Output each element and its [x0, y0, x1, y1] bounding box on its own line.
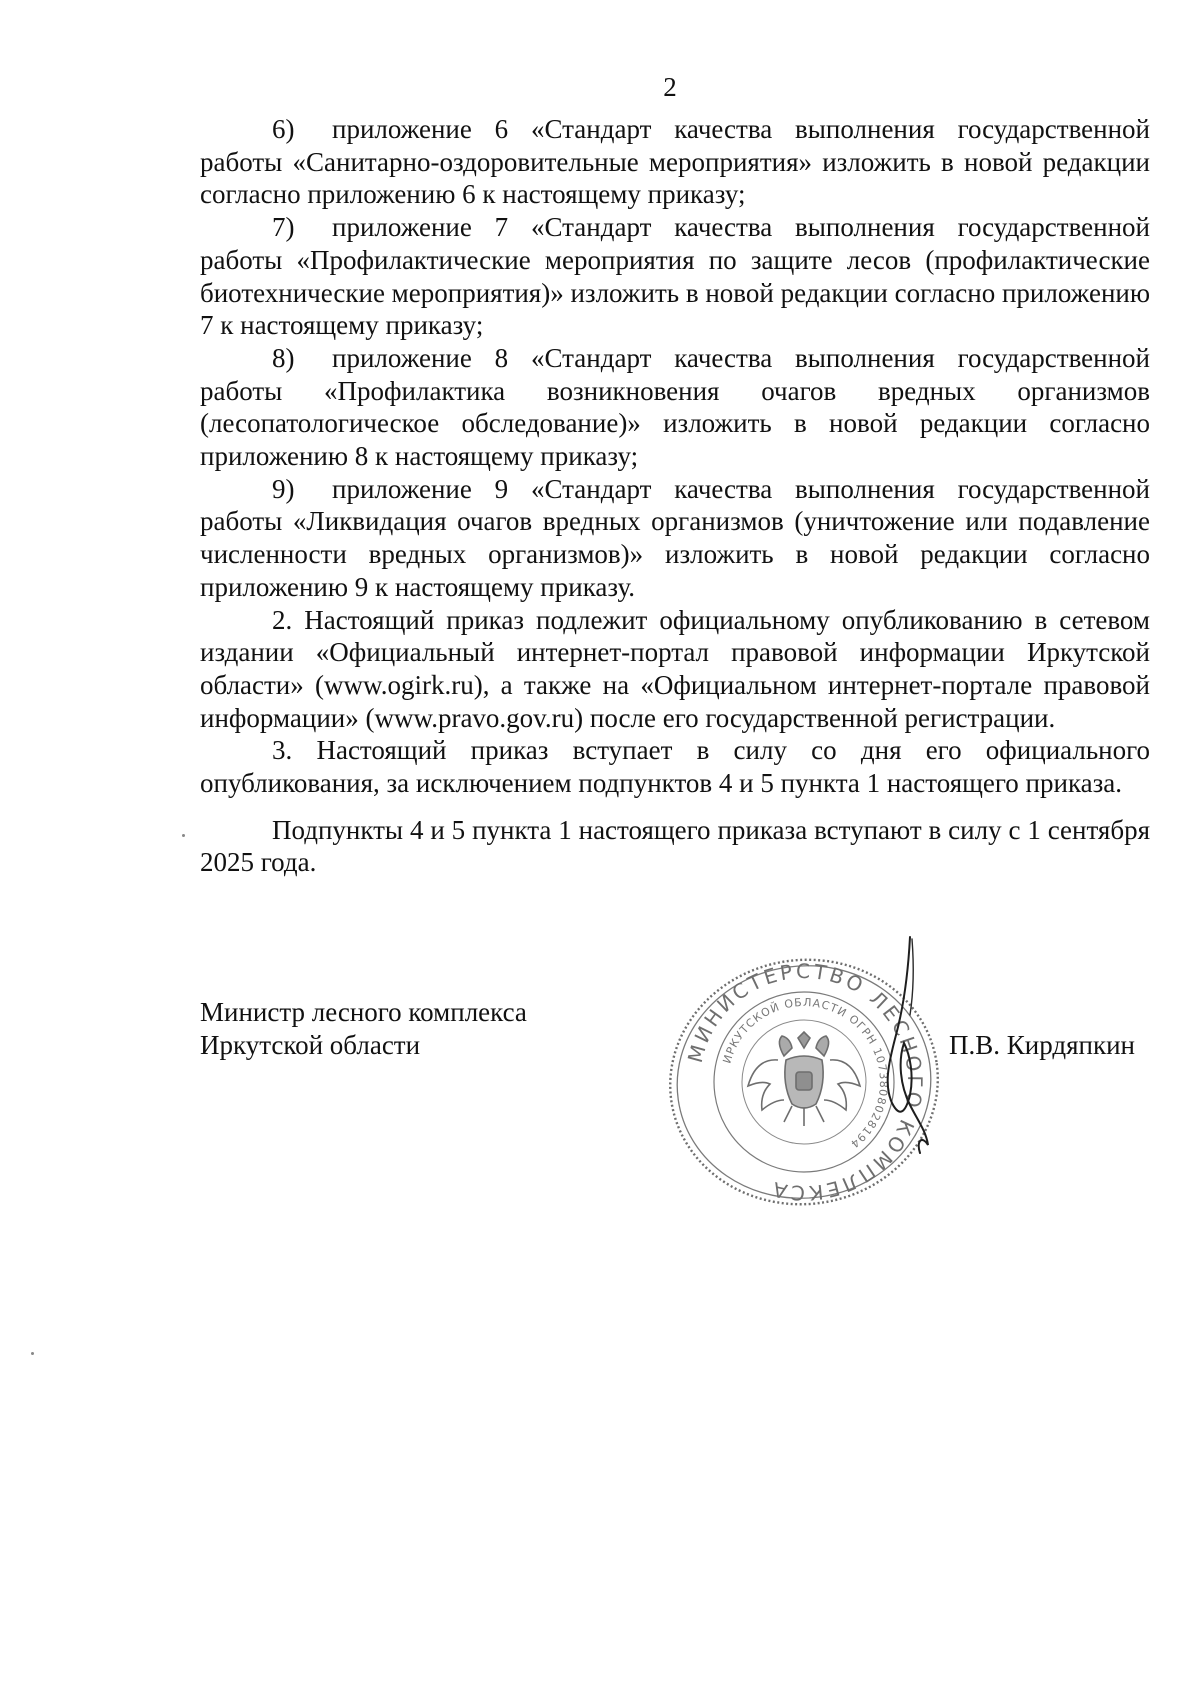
eagle-emblem-icon	[748, 1032, 860, 1126]
list-item	[200, 113, 1150, 211]
order-body	[200, 113, 1150, 879]
seal-inner-text: ИРКУТСКОЙ ОБЛАСТИ ОГРН 1073808028194	[720, 995, 891, 1151]
item-text: приложение 7 «Стандарт качества выполнения государственной работы «Профилактические мероприятия по защите лесов (профилактические биотехнические мероприятия)» изложить в новой редакции согласно приложению 7 к настоящему приказу;	[200, 212, 1151, 341]
list-item	[200, 473, 1150, 604]
scan-artifact	[31, 1352, 34, 1355]
page-number: 2	[663, 72, 677, 102]
publication-paragraph: 2. Настоящий приказ подлежит официальному опубликованию в сетевом издании «Официальный интернет-портал правовой информации Иркутской области» (www.ogirk.ru), а также на «Официальном интернет-портале правовой информации» (www.pravo.gov.ru) после его государственной регистрации.	[200, 604, 1150, 733]
signatory-position	[200, 996, 527, 1062]
subpoints-paragraph: Подпункты 4 и 5 пункта 1 настоящего приказа вступают в силу с 1 сентября 2025 года.	[200, 814, 1150, 878]
seal-outer-text: МИНИСТЕРСТВО ЛЕСНОГО КОМПЛЕКСА	[682, 958, 928, 1206]
item-number: 8)	[272, 342, 295, 373]
position-line: Иркутской области	[200, 1030, 421, 1060]
handwritten-signature	[870, 935, 940, 1160]
position-line: Министр лесного комплекса	[200, 997, 527, 1027]
item-text: приложение 6 «Стандарт качества выполнения государственной работы «Санитарно-оздоровительные мероприятия» изложить в новой редакции согласно приложению 6 к настоящему приказу;	[200, 114, 1150, 210]
effective-date-paragraph: 3. Настоящий приказ вступает в силу со дня его официального опубликования, за исключением подпунктов 4 и 5 пункта 1 настоящего приказа.	[200, 735, 1150, 799]
item-text: приложение 8 «Стандарт качества выполнения государственной работы «Профилактика возникновения очагов вредных организмов (лесопатологическое обследование)» изложить в новой редакции согласно приложению 8 к настоящему приказу;	[200, 342, 1150, 472]
list-item	[200, 342, 1150, 473]
signatory-name: П.В. Кирдяпкин	[949, 1030, 1135, 1060]
scan-artifact	[182, 834, 185, 837]
item-text: приложение 9 «Стандарт качества выполнения государственной работы «Ликвидация очагов вредных организмов (уничтожение или подавление численности вредных организмов)» изложить в новой редакции согласно приложению 9 к настоящему приказу.	[200, 473, 1150, 602]
item-number: 7)	[272, 212, 295, 243]
list-item	[200, 211, 1150, 342]
item-number: 9)	[272, 473, 295, 504]
item-number: 6)	[272, 114, 295, 144]
